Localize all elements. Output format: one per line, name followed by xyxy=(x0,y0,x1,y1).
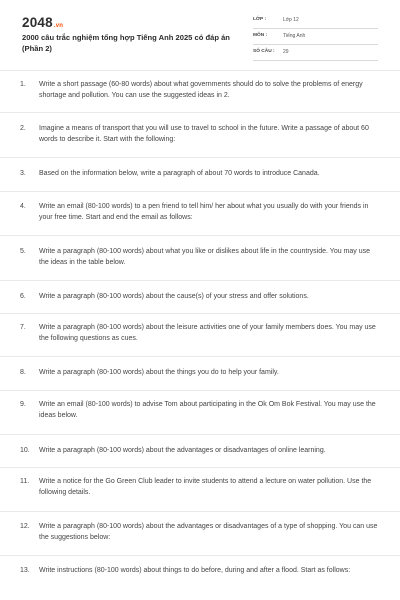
question-text: Write a paragraph (80-100 words) about the advantages or disadvantages of online learning. xyxy=(39,447,326,454)
meta-value: Lớp 12 xyxy=(283,17,299,23)
question-text: Write a paragraph (80-100 words) about what you like or dislikes about life in the countryside. You may use the ideas in the table below. xyxy=(39,248,370,266)
divider xyxy=(0,390,400,391)
divider xyxy=(0,235,400,236)
meta-value: Tiếng Anh xyxy=(283,33,306,39)
question-text: Write an email (80-100 words) to a pen friend to tell him/ her about what you usually do with your friends in your free time. Start and end the email as follows: xyxy=(39,203,369,221)
logo-main: 2048 xyxy=(22,15,53,30)
question-text: Based on the information below, write a paragraph of about 70 words to introduce Canada. xyxy=(39,170,320,177)
question-number: 8. xyxy=(20,369,26,376)
document-title: 2000 câu trắc nghiệm tổng hợp Tiếng Anh 2025 có đáp án (Phần 2) xyxy=(22,33,230,53)
question-number: 6. xyxy=(20,293,26,300)
question-number: 9. xyxy=(20,401,26,408)
meta-label: SỐ CÂU : xyxy=(253,49,275,54)
question-number: 12. xyxy=(20,523,30,530)
divider xyxy=(0,157,400,158)
divider xyxy=(0,280,400,281)
question-text: Write a paragraph (80-100 words) about the things you do to help your family. xyxy=(39,369,279,376)
question-text: Write a paragraph (80-100 words) about the advantages or disadvantages of a type of shopping. You can use the suggestions below: xyxy=(39,523,378,541)
site-logo[interactable] xyxy=(22,15,63,30)
document-header xyxy=(0,0,400,70)
logo-tld: .vn xyxy=(53,23,64,29)
meta-row-count xyxy=(253,46,378,61)
divider xyxy=(0,467,400,468)
divider xyxy=(0,356,400,357)
question-text: Write a notice for the Go Green Club leader to invite students to attend a lecture on water pollution. Use the following details. xyxy=(39,478,372,496)
question-number: 2. xyxy=(20,125,26,132)
question-number: 4. xyxy=(20,203,26,210)
question-text: Imagine a means of transport that you will use to travel to school in the future. Write a passage of about 60 words to describe it. Start with the following: xyxy=(39,125,369,143)
divider xyxy=(0,112,400,113)
question-text: Write instructions (80-100 words) about things to do before, during and after a flood. Start as follows: xyxy=(39,567,351,574)
divider xyxy=(0,70,400,71)
document-meta xyxy=(253,14,378,62)
question-number: 13. xyxy=(20,567,30,574)
question-text: Write a short passage (60-80 words) about what governments should do to solve the problems of energy shortage and pollution. You can use the suggested ideas in 2. xyxy=(39,81,363,99)
question-number: 1. xyxy=(20,81,26,88)
question-number: 10. xyxy=(20,447,30,454)
meta-label: MÔN : xyxy=(253,33,268,38)
question-text: Write an email (80-100 words) to advise Tom about participating in the Ok Om Bok Festival. You may use the ideas below. xyxy=(39,401,376,419)
question-number: 5. xyxy=(20,248,26,255)
divider xyxy=(0,313,400,314)
divider xyxy=(0,434,400,435)
meta-label: LỚP : xyxy=(253,17,267,22)
question-text: Write a paragraph (80-100 words) about the leisure activities one of your family members does. You may use the following questions as cues. xyxy=(39,324,376,342)
question-number: 7. xyxy=(20,324,26,331)
question-number: 3. xyxy=(20,170,26,177)
meta-value: 29 xyxy=(283,49,289,55)
question-text: Write a paragraph (80-100 words) about the cause(s) of your stress and offer solutions. xyxy=(39,293,309,300)
question-number: 11. xyxy=(20,478,30,485)
divider xyxy=(0,191,400,192)
divider xyxy=(0,511,400,512)
meta-row-subject xyxy=(253,30,378,45)
meta-row-class xyxy=(253,14,378,29)
divider xyxy=(0,555,400,556)
